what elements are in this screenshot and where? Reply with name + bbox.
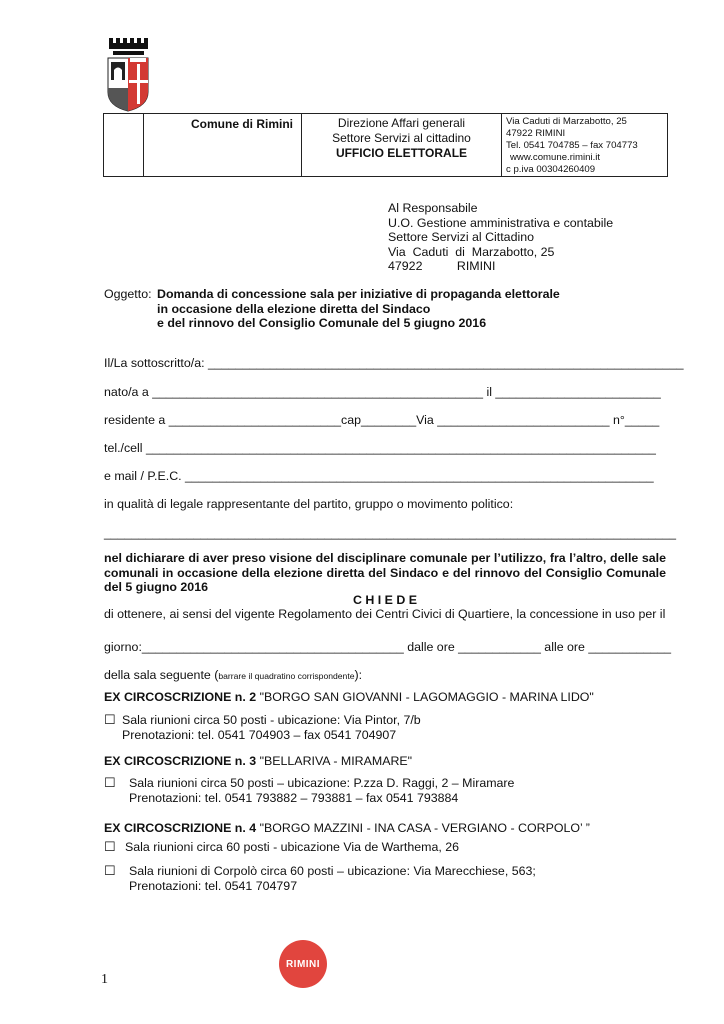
- undersigned-field[interactable]: Il/La sottoscritto/a: _____________________________________________________________________: [104, 356, 684, 370]
- recipient-line: Via Caduti di Marzabotto, 25: [388, 244, 555, 259]
- district-4-heading: [104, 821, 590, 835]
- room-checkbox[interactable]: ☐: [104, 839, 116, 854]
- letterhead-table: [103, 113, 668, 177]
- declaration-text: nel dichiarare di aver preso visione del disciplinare comunale per l’utilizzo, fra l’altro, delle sale comunali in occasione della elezione diretta del Sindaco e del rinnovo del Consiglio Comunale del 5 giugno 2016: [104, 551, 666, 594]
- office-name: UFFICIO ELETTORALE: [335, 146, 468, 160]
- contact-city: 47922 RIMINI: [506, 128, 566, 139]
- room-checkbox[interactable]: ☐: [104, 863, 116, 878]
- contact-vat: c p.iva 00304260409: [506, 164, 596, 175]
- room-description: Sala riunioni circa 60 posti - ubicazione Via de Warthema, 26: [125, 840, 460, 854]
- room-booking: Prenotazioni: tel. 0541 793882 – 793881 – fax 0541 793884: [129, 790, 459, 805]
- phone-field[interactable]: tel./cell __________________________________________________________________________: [104, 441, 656, 455]
- rimini-footer-logo: RIMINI: [279, 940, 327, 988]
- contact-website: www.comune.rimini.it: [510, 152, 601, 163]
- day-time-field[interactable]: giorno:______________________________________ dalle ore ____________ alle ore ____________: [104, 640, 672, 654]
- room-intro-text-end: ):: [354, 668, 363, 682]
- district-2-heading: [104, 690, 594, 704]
- letterhead-entity-cell: [144, 114, 302, 177]
- letterhead-blank-cell: [104, 114, 144, 177]
- contact-phone: Tel. 0541 704785 – fax 704773: [506, 140, 638, 151]
- birthplace-date-field[interactable]: nato/a a ________________________________________________ il ________________________: [104, 385, 661, 399]
- contact-address: Via Caduti di Marzabotto, 25: [506, 116, 627, 127]
- letterhead-department-cell: [302, 114, 502, 177]
- district-3-heading: [104, 754, 412, 768]
- subject-text: [157, 287, 560, 331]
- subject-line: Domanda di concessione sala per iniziative di propaganda elettorale: [157, 287, 560, 301]
- subject-line: in occasione della elezione diretta del Sindaco: [157, 301, 431, 316]
- party-name-field[interactable]: ___________________________________________________________________________________: [104, 526, 676, 540]
- room-booking: Prenotazioni: tel. 0541 704797: [129, 878, 298, 893]
- residence-field[interactable]: residente a _________________________cap________Via _________________________ n°_____: [104, 413, 660, 427]
- subject-line: e del rinnovo del Consiglio Comunale del 5 giugno 2016: [157, 316, 487, 331]
- department-line: Settore Servizi al cittadino: [332, 131, 471, 145]
- room-checkbox[interactable]: ☐: [104, 712, 116, 727]
- recipient-line: 47922 RIMINI: [388, 259, 496, 274]
- room-intro: [104, 668, 362, 682]
- recipient-line: Al Responsabile: [388, 201, 478, 215]
- room-description: Sala riunioni circa 50 posti – ubicazione: P.zza D. Raggi, 2 – Miramare: [129, 776, 515, 790]
- district-name: "BORGO MAZZINI - INA CASA - VERGIANO - CORPOLO’ ”: [256, 821, 590, 835]
- room-option: [122, 713, 421, 742]
- recipient-line: Settore Servizi al Cittadino: [388, 230, 535, 245]
- department-line: Direzione Affari generali: [337, 116, 466, 130]
- recipient-block: [388, 201, 613, 274]
- room-checkbox[interactable]: ☐: [104, 775, 116, 790]
- recipient-line: U.O. Gestione amministrativa e contabile: [388, 215, 614, 230]
- district-name: "BELLARIVA - MIRAMARE": [256, 754, 413, 768]
- coat-of-arms-logo: [104, 36, 152, 112]
- email-pec-field[interactable]: e mail / P.E.C. ____________________________________________________________________: [104, 469, 654, 483]
- room-description: Sala riunioni circa 50 posti - ubicazione: Via Pintor, 7/b: [122, 713, 421, 727]
- subject-label: Oggetto:: [104, 287, 152, 301]
- district-prefix: EX CIRCOSCRIZIONE n. 2: [104, 690, 257, 704]
- room-option: [129, 776, 514, 805]
- district-prefix: EX CIRCOSCRIZIONE n. 3: [104, 754, 257, 768]
- legal-representative-label: in qualità di legale rappresentante del partito, gruppo o movimento politico:: [104, 497, 514, 511]
- chiede-heading: C H I E D E: [352, 593, 418, 607]
- room-booking: Prenotazioni: tel. 0541 704903 – fax 0541 704907: [122, 727, 397, 742]
- district-name: "BORGO SAN GIOVANNI - LAGOMAGGIO - MARINA LIDO": [256, 690, 594, 704]
- page-number: 1: [101, 972, 108, 987]
- entity-name: Comune di Rimini: [191, 117, 293, 131]
- room-option: [129, 864, 536, 893]
- room-intro-text: della sala seguente (: [104, 668, 219, 682]
- room-description: Sala riunioni di Corpolò circa 60 posti – ubicazione: Via Marecchiese, 563;: [129, 864, 536, 878]
- letterhead-contacts-cell: [502, 114, 668, 177]
- district-prefix: EX CIRCOSCRIZIONE n. 4: [104, 821, 257, 835]
- room-intro-note: barrare il quadratino corrispondente: [218, 671, 355, 681]
- request-text: di ottenere, ai sensi del vigente Regolamento dei Centri Civici di Quartiere, la concessione in uso per il: [104, 607, 666, 621]
